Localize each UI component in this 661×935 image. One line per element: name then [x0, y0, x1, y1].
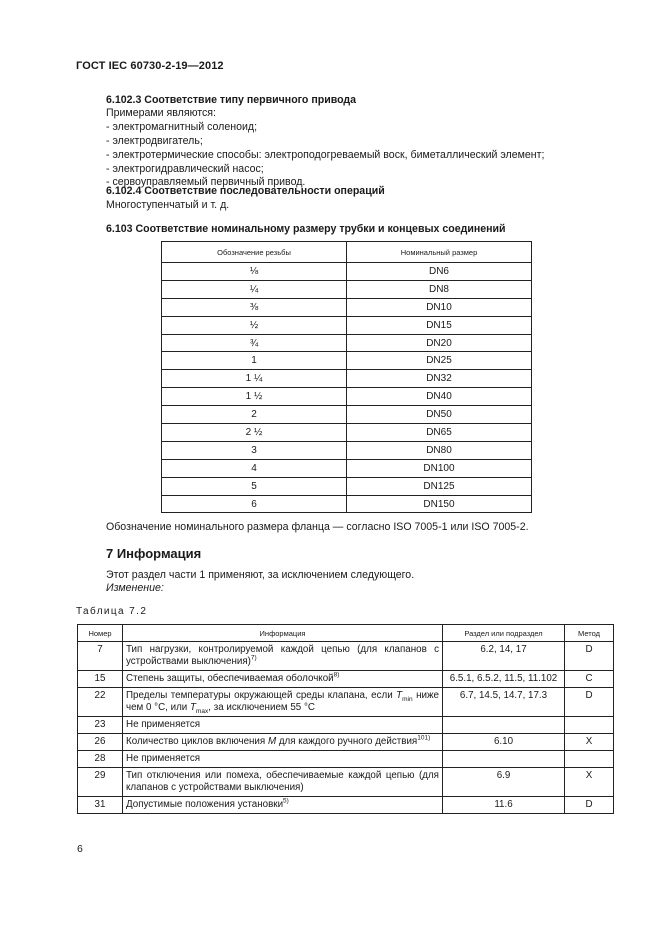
table-header-row	[162, 242, 532, 263]
thread-cell: ⅜	[162, 298, 347, 316]
row-method	[565, 751, 614, 768]
info-text: , за исключением 55 °C	[208, 702, 315, 713]
table-row	[78, 671, 614, 688]
section-7-title: 7 Информация	[106, 546, 202, 561]
table-row	[162, 406, 532, 424]
row-section: 11.6	[443, 797, 565, 814]
row-number: 15	[78, 671, 123, 688]
row-section: 6.2, 14, 17	[443, 642, 565, 671]
size-cell: DN125	[347, 477, 532, 495]
row-method: X	[565, 734, 614, 751]
row-number: 23	[78, 717, 123, 734]
thread-cell: 6	[162, 495, 347, 513]
row-section: 6.10	[443, 734, 565, 751]
thread-cell: 5	[162, 477, 347, 495]
table-row	[78, 734, 614, 751]
row-method: D	[565, 688, 614, 717]
column-header: Метод	[565, 625, 614, 642]
row-number: 22	[78, 688, 123, 717]
size-cell: DN50	[347, 406, 532, 424]
size-cell: DN6	[347, 263, 532, 281]
thread-cell: 2 ½	[162, 424, 347, 442]
row-method	[565, 717, 614, 734]
thread-cell: 1 ½	[162, 388, 347, 406]
size-cell: DN8	[347, 280, 532, 298]
size-cell: DN80	[347, 441, 532, 459]
size-cell: DN150	[347, 495, 532, 513]
information-table	[77, 624, 614, 814]
row-info	[123, 734, 443, 751]
min-subscript: min	[402, 695, 413, 703]
size-cell: DN20	[347, 334, 532, 352]
table-row	[78, 751, 614, 768]
table-row	[162, 388, 532, 406]
table-row	[162, 316, 532, 334]
row-info: Не применяется	[123, 751, 443, 768]
table-row	[78, 717, 614, 734]
info-text: для каждого ручного действия	[276, 736, 418, 747]
table-row	[162, 370, 532, 388]
table-row	[162, 334, 532, 352]
row-info	[123, 797, 443, 814]
footnote-ref: 7)	[250, 654, 257, 662]
thread-cell: 3	[162, 441, 347, 459]
table-row	[78, 768, 614, 797]
section-7-text: Этот раздел части 1 применяют, за исключением следующего.	[106, 569, 415, 581]
row-section: 6.7, 14.5, 14.7, 17.3	[443, 688, 565, 717]
list-item: - электрогидравлический насос;	[106, 163, 264, 175]
list-item: - электромагнитный соленоид;	[106, 121, 258, 133]
table-row	[78, 642, 614, 671]
info-text: ниже чем 0 °C, или	[126, 690, 439, 713]
size-cell: DN40	[347, 388, 532, 406]
row-info	[123, 671, 443, 688]
footnote-ref: 101)	[417, 734, 431, 742]
table-row	[162, 459, 532, 477]
thread-cell: 2	[162, 406, 347, 424]
size-cell: DN15	[347, 316, 532, 334]
size-cell: DN65	[347, 424, 532, 442]
column-header: Номер	[78, 625, 123, 642]
thread-size-table	[161, 241, 532, 513]
size-cell: DN25	[347, 352, 532, 370]
thread-cell: ¾	[162, 334, 347, 352]
table-row	[162, 298, 532, 316]
row-number: 28	[78, 751, 123, 768]
row-method: C	[565, 671, 614, 688]
list-item: - электродвигатель;	[106, 135, 203, 147]
column-header: Информация	[123, 625, 443, 642]
table-row	[78, 688, 614, 717]
table-row	[162, 441, 532, 459]
change-label: Изменение:	[106, 582, 164, 594]
t-symbol: T	[190, 702, 196, 713]
page-number: 6	[77, 843, 83, 855]
row-number: 29	[78, 768, 123, 797]
row-info: Не применяется	[123, 717, 443, 734]
footnote-ref: 5)	[283, 797, 289, 805]
row-number: 31	[78, 797, 123, 814]
section-6-102-3-intro: Примерами являются:	[106, 107, 216, 119]
info-text: Пределы температуры окружающей среды клапана, если	[126, 690, 397, 701]
thread-cell: ⅛	[162, 263, 347, 281]
table-row	[78, 797, 614, 814]
thread-cell: ¼	[162, 280, 347, 298]
list-item: - электротермические способы: электроподогреваемый воск, биметаллический элемент;	[106, 149, 545, 161]
flange-note: Обозначение номинального размера фланца — согласно ISO 7005-1 или ISO 7005-2.	[106, 521, 529, 533]
size-cell: DN10	[347, 298, 532, 316]
document-header: ГОСТ IEC 60730-2-19—2012	[76, 60, 224, 72]
thread-cell: 1	[162, 352, 347, 370]
footnote-ref: 8)	[333, 671, 340, 679]
size-cell: DN100	[347, 459, 532, 477]
column-header: Номинальный размер	[347, 242, 532, 263]
row-section: 6.9	[443, 768, 565, 797]
list-item: - сервоуправляемый первичный привод.	[106, 176, 306, 188]
size-cell: DN32	[347, 370, 532, 388]
row-info: Тип отключения или помеха, обеспечиваемые каждой цепью (для клапанов с устройствами выключения)	[123, 768, 443, 797]
info-text: Тип нагрузки, контролируемой каждой цепью (для клапанов с устройствами выключения)	[126, 644, 439, 667]
row-method: D	[565, 797, 614, 814]
table-row	[162, 477, 532, 495]
thread-cell: 1 ¼	[162, 370, 347, 388]
m-symbol: M	[267, 736, 277, 747]
row-number: 7	[78, 642, 123, 671]
table-row	[162, 424, 532, 442]
column-header: Раздел или подраздел	[443, 625, 565, 642]
table-row	[162, 495, 532, 513]
row-method: D	[565, 642, 614, 671]
table-row	[162, 263, 532, 281]
info-text: Степень защиты, обеспечиваемая оболочкой	[126, 673, 334, 684]
section-6-102-4-text: Многоступенчатый и т. д.	[106, 199, 230, 211]
section-6-102-4-title: 6.102.4 Соответствие последовательности операций	[106, 185, 385, 197]
t-symbol: T	[396, 690, 403, 701]
row-section: 6.5.1, 6.5.2, 11.5, 11.102	[443, 671, 565, 688]
info-text: Допустимые положения установки	[126, 799, 284, 810]
row-section	[443, 717, 565, 734]
row-info	[123, 688, 443, 717]
row-method: X	[565, 768, 614, 797]
info-text: Количество циклов включения	[126, 736, 268, 747]
column-header: Обозначение резьбы	[162, 242, 347, 263]
row-number: 26	[78, 734, 123, 751]
table-header-row	[78, 625, 614, 642]
row-info	[123, 642, 443, 671]
thread-cell: 4	[162, 459, 347, 477]
thread-cell: ½	[162, 316, 347, 334]
table-row	[162, 352, 532, 370]
table-row	[162, 280, 532, 298]
table-7-2-caption: Таблица 7.2	[76, 606, 148, 617]
max-subscript: max	[196, 707, 209, 715]
section-6-103-title: 6.103 Соответствие номинальному размеру трубки и концевых соединений	[106, 223, 506, 235]
section-6-102-3-title: 6.102.3 Соответствие типу первичного привода	[106, 94, 357, 106]
row-section	[443, 751, 565, 768]
